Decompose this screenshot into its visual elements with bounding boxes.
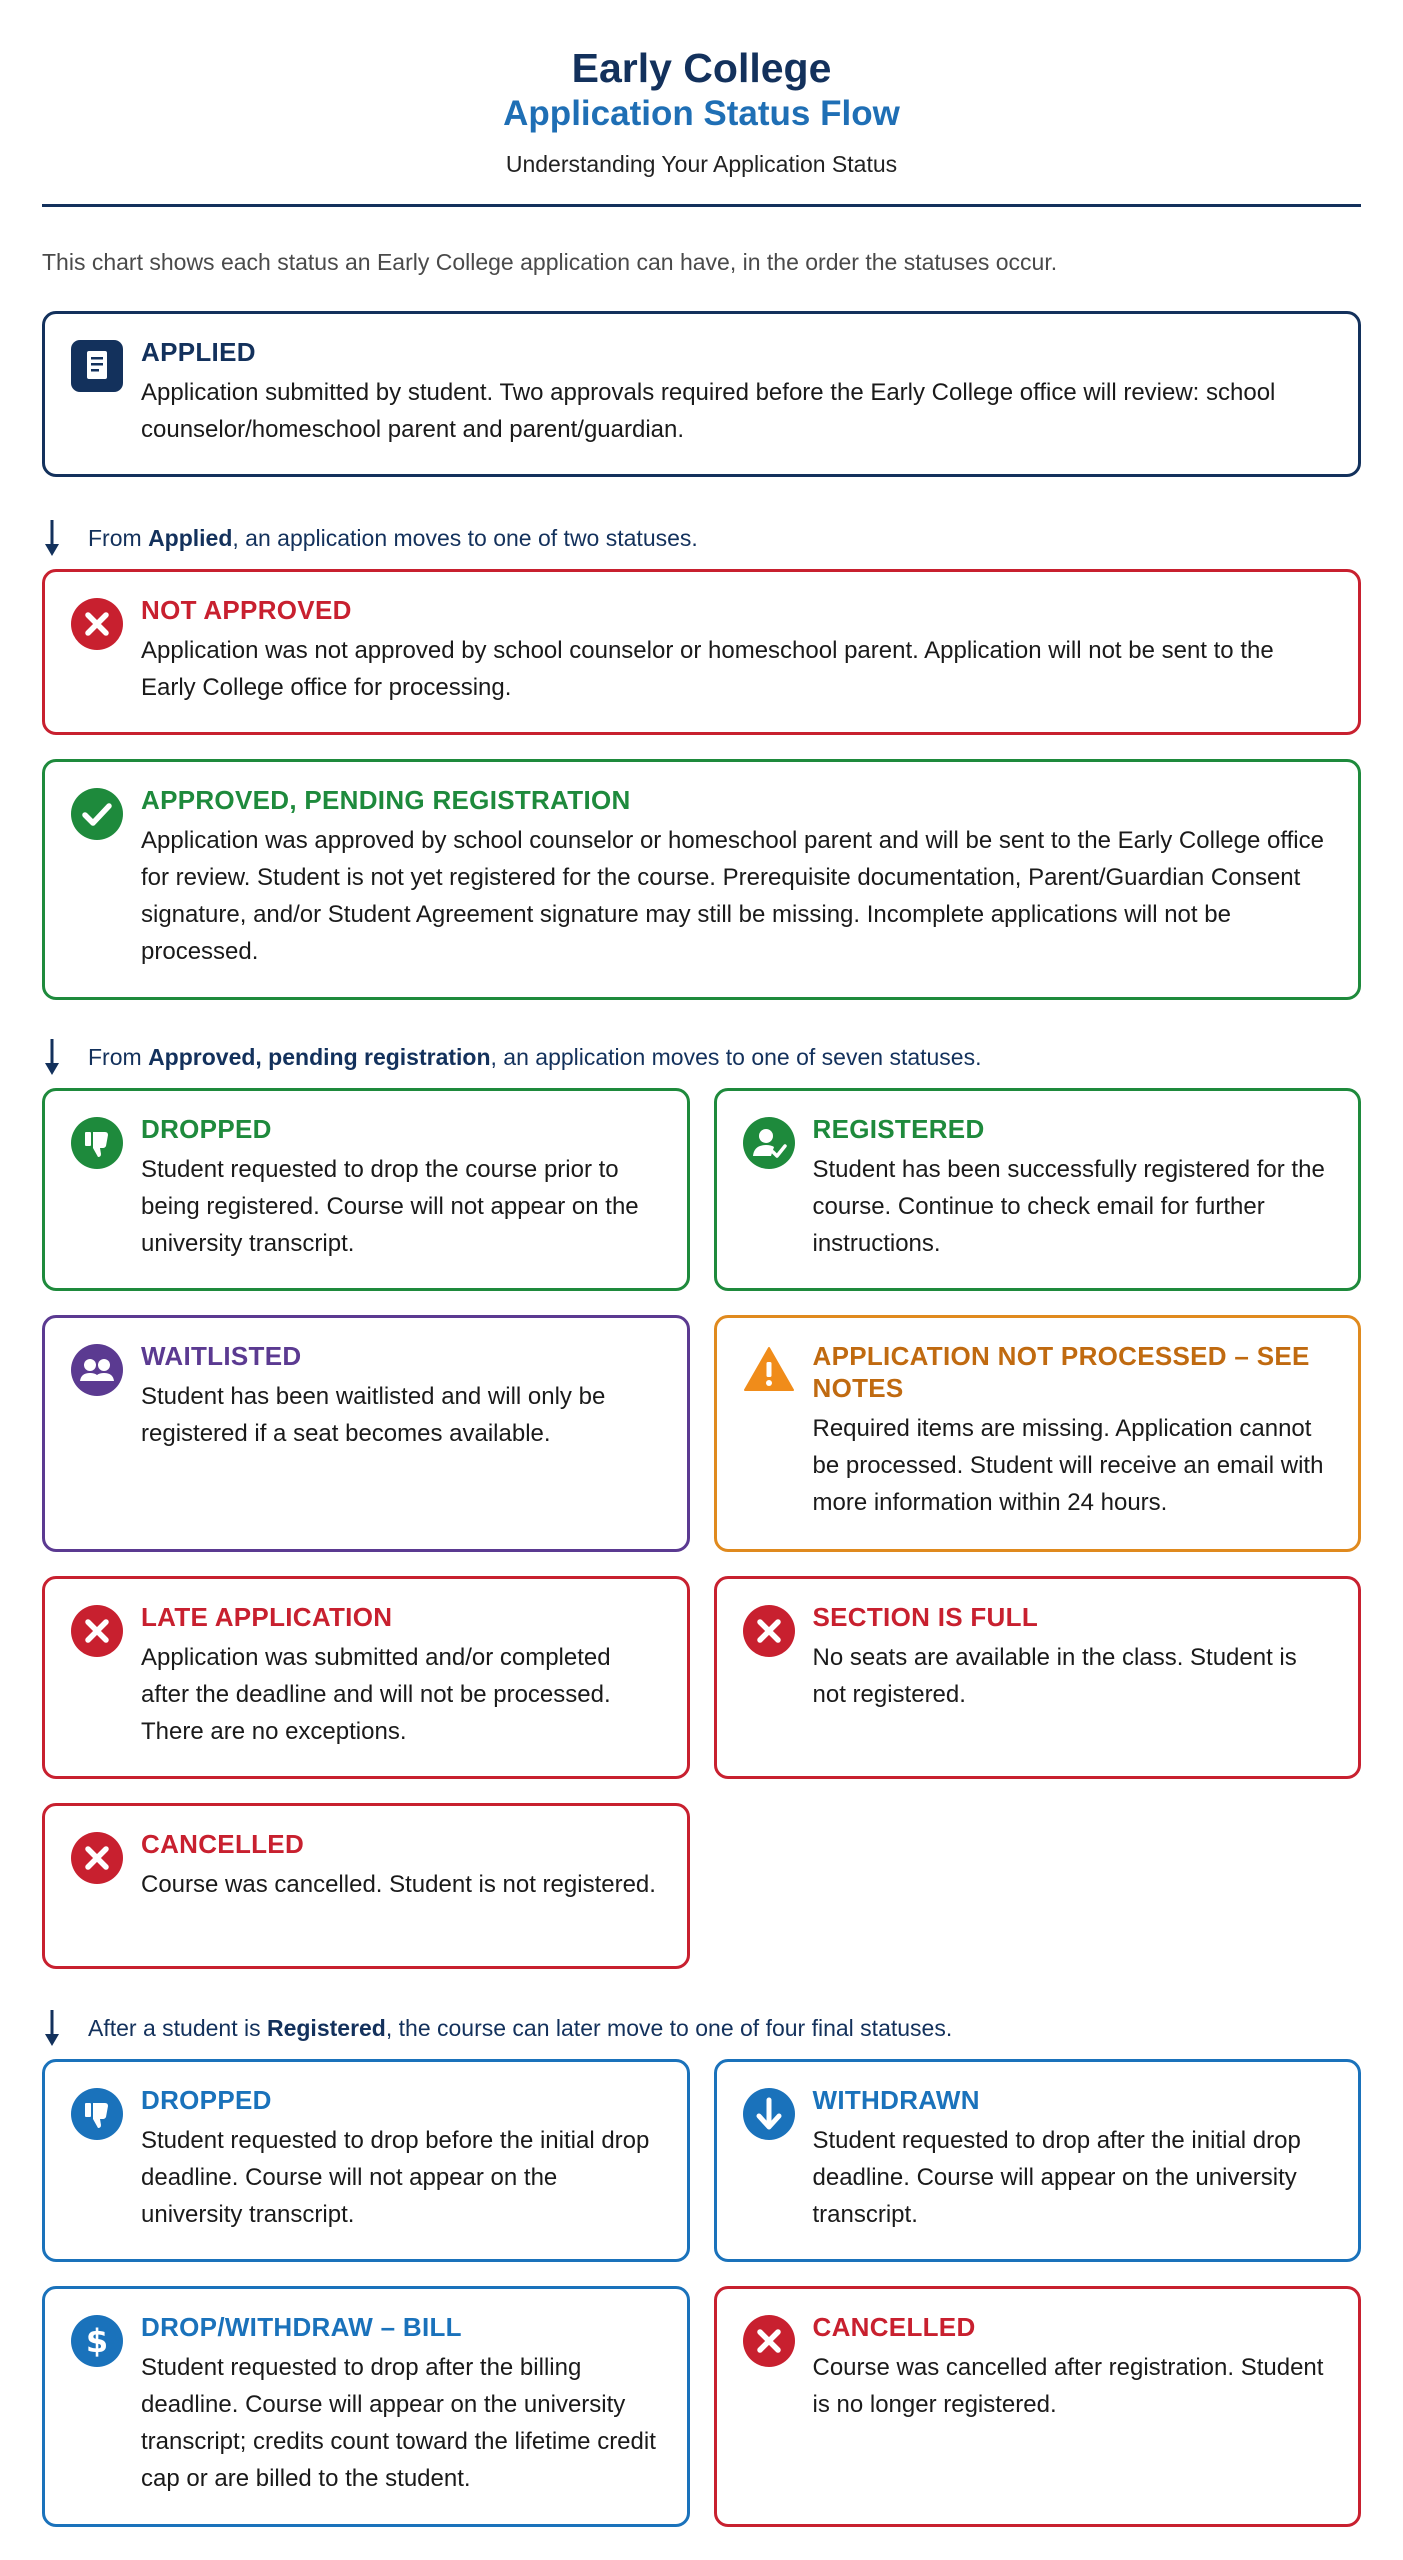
- status-title: REGISTERED: [812, 1114, 985, 1144]
- status-title: NOT APPROVED: [141, 595, 352, 625]
- status-description: Course was cancelled after registration. Student is no longer registered.: [812, 2354, 1324, 2418]
- down-arrow-icon: [42, 515, 88, 561]
- page-tagline: Understanding Your Application Status: [505, 151, 898, 177]
- status-card-dropped-final: [42, 2059, 690, 2262]
- warning-icon: [741, 1342, 797, 1398]
- status-card-waitlisted: [42, 1315, 690, 1552]
- status-card-not-approved: [42, 569, 1361, 735]
- x-circle-icon: [69, 1830, 125, 1886]
- status-card-approved-pending: [42, 759, 1361, 1000]
- status-card-late-application: [42, 1576, 690, 1779]
- status-description: Application was approved by school counselor or homeschool parent and will be sent to the Early College office for review. Student is not yet registered for the course. Prerequisite documentation, Parent/Guardian Consent signature, and/or Student Agreement signature may still be missing. Incomplete applications will not be processed.: [141, 827, 1324, 965]
- status-title: DROP/WITHDRAW – BILL: [141, 2312, 462, 2342]
- status-card-withdrawn: [714, 2059, 1362, 2262]
- header: [42, 0, 1361, 178]
- status-description: Student has been successfully registered for the course. Continue to check email for further instructions.: [812, 1156, 1325, 1257]
- status-title: WAITLISTED: [141, 1341, 302, 1371]
- down-arrow-icon: [42, 1034, 88, 1080]
- arrow-down-circle-icon: [741, 2086, 797, 2142]
- status-description: Application was not approved by school counselor or homeschool parent. Application will not be sent to the Early College office for processing.: [141, 637, 1274, 701]
- transition-text: From Approved, pending registration, an application moves to one of seven statuses.: [88, 1043, 982, 1070]
- page-title: Early College: [571, 45, 832, 91]
- thumbs-down-icon: [69, 2086, 125, 2142]
- x-circle-icon: [69, 1603, 125, 1659]
- status-description: Course was cancelled. Student is not registered.: [141, 1871, 656, 1898]
- status-card-cancelled-final: [714, 2286, 1362, 2527]
- status-description: Application was submitted and/or completed after the deadline and will not be processed. There are no exceptions.: [141, 1644, 611, 1745]
- status-card-drop-withdraw-bill: [42, 2286, 690, 2527]
- x-circle-icon: [741, 2313, 797, 2369]
- seven-status-grid: [42, 1088, 1361, 1969]
- status-description: Application submitted by student. Two approvals required before the Early College office will review: school counselor/homeschool parent and parent/guardian.: [141, 379, 1276, 443]
- status-card-cancelled-pre: [42, 1803, 690, 1969]
- status-card-registered: [714, 1088, 1362, 1291]
- status-description: Student requested to drop after the billing deadline. Course will appear on the university transcript; credits count toward the lifetime credit cap or are billed to the student.: [141, 2354, 656, 2492]
- transition-approved-pending: [42, 1034, 1361, 1080]
- check-circle-icon: [69, 786, 125, 842]
- grid-empty-cell: [714, 1803, 1362, 1969]
- document-icon: [69, 338, 125, 394]
- status-description: Student requested to drop before the initial drop deadline. Course will not appear on the university transcript.: [141, 2127, 650, 2228]
- transition-text: After a student is Registered, the course can later move to one of four final statuses.: [88, 2014, 953, 2041]
- status-card-section-full: [714, 1576, 1362, 1779]
- status-title: LATE APPLICATION: [141, 1602, 393, 1632]
- down-arrow-icon: [42, 2005, 88, 2051]
- group-icon: [69, 1342, 125, 1398]
- status-title: DROPPED: [141, 1114, 272, 1144]
- intro-text: This chart shows each status an Early College application can have, in the order the statuses occur.: [42, 249, 1058, 275]
- final-status-grid: [42, 2059, 1361, 2527]
- thumbs-down-icon: [69, 1115, 125, 1171]
- x-circle-icon: [741, 1603, 797, 1659]
- status-card-applied: [42, 311, 1361, 477]
- transition-text: From Applied, an application moves to one of two statuses.: [88, 524, 698, 551]
- status-description: Required items are missing. Application cannot be processed. Student will receive an email with more information within 24 hours.: [812, 1415, 1324, 1516]
- transition-registered: [42, 2005, 1361, 2051]
- status-description: Student requested to drop the course prior to being registered. Course will not appear on the university transcript.: [141, 1156, 639, 1257]
- header-divider: [42, 204, 1361, 207]
- svg-text:$: $: [85, 2322, 109, 2360]
- status-title: SECTION IS FULL: [812, 1602, 1038, 1632]
- status-card-dropped-pre: [42, 1088, 690, 1291]
- status-title: APPLICATION NOT PROCESSED – SEE NOTES: [812, 1341, 1310, 1403]
- status-title: APPROVED, PENDING REGISTRATION: [141, 785, 631, 815]
- dollar-icon: [69, 2313, 125, 2369]
- user-check-icon: [741, 1115, 797, 1171]
- status-title: APPLIED: [141, 337, 256, 367]
- status-title: DROPPED: [141, 2085, 272, 2115]
- page-subtitle: Application Status Flow: [503, 94, 900, 133]
- status-description: Student has been waitlisted and will only be registered if a seat becomes available.: [141, 1383, 606, 1447]
- status-title: CANCELLED: [812, 2312, 976, 2342]
- x-circle-icon: [69, 596, 125, 652]
- status-description: No seats are available in the class. Student is not registered.: [812, 1644, 1297, 1708]
- status-title: WITHDRAWN: [812, 2085, 980, 2115]
- status-title: CANCELLED: [141, 1829, 305, 1859]
- status-description: Student requested to drop after the initial drop deadline. Course will appear on the university transcript.: [812, 2127, 1301, 2228]
- status-card-not-processed: [714, 1315, 1362, 1552]
- transition-applied: [42, 515, 1361, 561]
